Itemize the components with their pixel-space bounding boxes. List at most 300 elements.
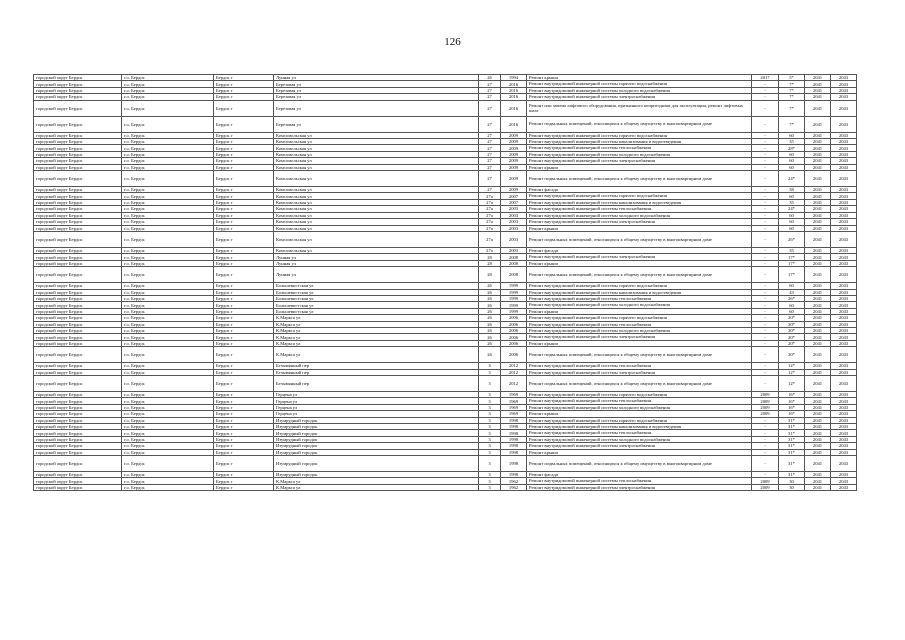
cell-street: К.Маркса ул — [274, 340, 479, 346]
cell-street: К.Маркса ул — [274, 334, 479, 340]
cell-okrug: городской округ Бердск — [34, 392, 122, 398]
cell-wear-value: 60 — [779, 302, 805, 308]
cell-year: 2016 — [501, 116, 527, 132]
cell-place: Бердск г — [214, 171, 274, 187]
cell-work: Ремонт внутридомовой инженерной системы горячего водоснабжения — [527, 315, 752, 321]
cell-place: Бердск г — [214, 231, 274, 247]
cell-okrug: городской округ Бердск — [34, 289, 122, 295]
cell-wear-value: 31* — [779, 436, 805, 442]
cell-street: Изумрудный городок — [274, 472, 479, 478]
cell-plan-start: 2041 — [805, 327, 831, 333]
cell-prev-repair-year: - — [752, 347, 779, 363]
cell-okrug: городской округ Бердск — [34, 171, 122, 187]
cell-year: 2009 — [501, 164, 527, 170]
cell-house: 26 — [479, 321, 501, 327]
cell-street: Изумрудный городок — [274, 424, 479, 430]
cell-plan-start: 2041 — [805, 392, 831, 398]
cell-work: Ремонт фасада — [527, 472, 752, 478]
cell-street: Большевистская ул — [274, 295, 479, 301]
cell-city: г.о. Бердск — [122, 199, 214, 205]
cell-work: Ремонт внутридомовой инженерной системы электроснабжения — [527, 443, 752, 449]
cell-plan-start: 2041 — [805, 398, 831, 404]
cell-work: Ремонт внутридомовой инженерной системы электроснабжения — [527, 369, 752, 375]
cell-prev-repair-year: - — [752, 363, 779, 369]
cell-city: г.о. Бердск — [122, 334, 214, 340]
cell-house: 3 — [479, 472, 501, 478]
cell-plan-end: 2043 — [831, 424, 857, 430]
cell-prev-repair-year: - — [752, 369, 779, 375]
cell-work: Ремонт подвальных помещений, относящихся к общему имуществу в многоквартирном доме — [527, 171, 752, 187]
cell-place: Бердск г — [214, 302, 274, 308]
cell-plan-end: 2043 — [831, 75, 857, 81]
cell-street: Герцена ул — [274, 411, 479, 417]
cell-city: г.о. Бердск — [122, 436, 214, 442]
cell-city: г.о. Бердск — [122, 206, 214, 212]
cell-plan-end: 2043 — [831, 308, 857, 314]
cell-plan-end: 2043 — [831, 327, 857, 333]
cell-wear-value: 26* — [779, 231, 805, 247]
cell-city: г.о. Бердск — [122, 254, 214, 260]
cell-okrug: городской округ Бердск — [34, 164, 122, 170]
cell-plan-end: 2043 — [831, 472, 857, 478]
cell-place: Бердск г — [214, 206, 274, 212]
cell-place: Бердск г — [214, 247, 274, 253]
cell-plan-start: 2041 — [805, 116, 831, 132]
cell-street: Комсомольская ул — [274, 164, 479, 170]
cell-year: 1998 — [501, 430, 527, 436]
cell-wear-value: 5* — [779, 75, 805, 81]
cell-city: г.о. Бердск — [122, 417, 214, 423]
cell-plan-start: 2041 — [805, 376, 831, 392]
cell-street: Большевистская ул — [274, 289, 479, 295]
cell-wear-value: 31* — [779, 430, 805, 436]
cell-work: Ремонт внутридомовой инженерной системы холодного водоснабжения — [527, 302, 752, 308]
cell-street: К.Маркса ул — [274, 315, 479, 321]
cell-plan-start: 2041 — [805, 100, 831, 116]
cell-wear-value: 60 — [779, 225, 805, 231]
cell-plan-end: 2043 — [831, 363, 857, 369]
cell-okrug: городской округ Бердск — [34, 151, 122, 157]
cell-place: Бердск г — [214, 398, 274, 404]
cell-city: г.о. Бердск — [122, 430, 214, 436]
cell-work: Ремонт подвальных помещений, относящихся к общему имуществу в многоквартирном доме — [527, 347, 752, 363]
cell-house: 3 — [479, 443, 501, 449]
cell-prev-repair-year: - — [752, 376, 779, 392]
cell-place: Бердск г — [214, 436, 274, 442]
cell-work: Ремонт крыши — [527, 164, 752, 170]
cell-plan-end: 2043 — [831, 139, 857, 145]
cell-plan-end: 2043 — [831, 376, 857, 392]
cell-wear-value: 60 — [779, 158, 805, 164]
cell-plan-start: 2041 — [805, 302, 831, 308]
cell-plan-start: 2041 — [805, 417, 831, 423]
cell-plan-end: 2043 — [831, 225, 857, 231]
cell-house: 28 — [479, 267, 501, 283]
cell-street: К.Маркса ул — [274, 347, 479, 363]
cell-okrug: городской округ Бердск — [34, 436, 122, 442]
cell-place: Бердск г — [214, 392, 274, 398]
cell-street: Комсомольская ул — [274, 225, 479, 231]
cell-city: г.о. Бердск — [122, 75, 214, 81]
cell-prev-repair-year: - — [752, 164, 779, 170]
cell-place: Бердск г — [214, 145, 274, 151]
cell-plan-start: 2041 — [805, 75, 831, 81]
cell-plan-start: 2041 — [805, 347, 831, 363]
cell-year: 2003 — [501, 247, 527, 253]
cell-year: 2009 — [501, 171, 527, 187]
cell-okrug: городской округ Бердск — [34, 231, 122, 247]
cell-place: Бердск г — [214, 484, 274, 490]
cell-plan-end: 2043 — [831, 283, 857, 289]
cell-plan-end: 2043 — [831, 340, 857, 346]
cell-place: Бердск г — [214, 327, 274, 333]
cell-okrug: городской округ Бердск — [34, 347, 122, 363]
cell-work: Ремонт крыши — [527, 308, 752, 314]
cell-city: г.о. Бердск — [122, 302, 214, 308]
cell-prev-repair-year: - — [752, 231, 779, 247]
cell-house: 3 — [479, 392, 501, 398]
cell-okrug: городской округ Бердск — [34, 449, 122, 455]
cell-plan-start: 2041 — [805, 334, 831, 340]
cell-street: Изумрудный городок — [274, 436, 479, 442]
cell-wear-value: 16* — [779, 398, 805, 404]
cell-place: Бердск г — [214, 87, 274, 93]
cell-wear-value: 7* — [779, 81, 805, 87]
cell-plan-start: 2041 — [805, 212, 831, 218]
cell-prev-repair-year: - — [752, 151, 779, 157]
table-row — [34, 231, 857, 247]
cell-plan-start: 2041 — [805, 151, 831, 157]
cell-plan-end: 2043 — [831, 158, 857, 164]
cell-house: 3 — [479, 430, 501, 436]
cell-street: Лунная ул — [274, 260, 479, 266]
cell-work: Ремонт внутридомовой инженерной системы электроснабжения — [527, 158, 752, 164]
cell-wear-value: 28* — [779, 145, 805, 151]
cell-plan-start: 2041 — [805, 94, 831, 100]
cell-city: г.о. Бердск — [122, 193, 214, 199]
cell-street: Комсомольская ул — [274, 171, 479, 187]
cell-plan-start: 2041 — [805, 171, 831, 187]
cell-prev-repair-year: 2009 — [752, 484, 779, 490]
cell-place: Бердск г — [214, 456, 274, 472]
cell-city: г.о. Бердск — [122, 443, 214, 449]
cell-wear-value: 7* — [779, 87, 805, 93]
cell-plan-start: 2041 — [805, 369, 831, 375]
cell-street: Безымянный пер — [274, 369, 479, 375]
cell-place: Бердск г — [214, 283, 274, 289]
cell-street: Изумрудный городок — [274, 443, 479, 449]
cell-year: 2006 — [501, 347, 527, 363]
cell-street: Изумрудный городок — [274, 449, 479, 455]
cell-street: Комсомольская ул — [274, 212, 479, 218]
cell-wear-value: 35 — [779, 199, 805, 205]
cell-house: 27 — [479, 100, 501, 116]
cell-okrug: городской округ Бердск — [34, 472, 122, 478]
cell-prev-repair-year: - — [752, 87, 779, 93]
cell-city: г.о. Бердск — [122, 321, 214, 327]
cell-place: Бердск г — [214, 187, 274, 193]
cell-wear-value: 7* — [779, 94, 805, 100]
cell-plan-start: 2041 — [805, 308, 831, 314]
cell-plan-end: 2043 — [831, 302, 857, 308]
cell-place: Бердск г — [214, 411, 274, 417]
cell-plan-start: 2041 — [805, 199, 831, 205]
cell-okrug: городской округ Бердск — [34, 340, 122, 346]
cell-plan-end: 2043 — [831, 94, 857, 100]
cell-place: Бердск г — [214, 75, 274, 81]
cell-okrug: городской округ Бердск — [34, 334, 122, 340]
cell-street: К.Маркса ул — [274, 478, 479, 484]
cell-street: К.Маркса ул — [274, 321, 479, 327]
cell-prev-repair-year: - — [752, 81, 779, 87]
cell-plan-end: 2043 — [831, 347, 857, 363]
cell-work: Ремонт фасада — [527, 187, 752, 193]
cell-house: 26 — [479, 347, 501, 363]
cell-city: г.о. Бердск — [122, 139, 214, 145]
cell-year: 2003 — [501, 206, 527, 212]
cell-okrug: городской округ Бердск — [34, 363, 122, 369]
cell-city: г.о. Бердск — [122, 295, 214, 301]
cell-prev-repair-year: 2009 — [752, 392, 779, 398]
cell-work: Ремонт внутридомовой инженерной системы теплоснабжения — [527, 321, 752, 327]
cell-place: Бердск г — [214, 369, 274, 375]
page-number: 126 — [444, 36, 461, 48]
cell-street: Лунная ул — [274, 267, 479, 283]
cell-place: Бердск г — [214, 472, 274, 478]
cell-house: 27 — [479, 132, 501, 138]
cell-okrug: городской округ Бердск — [34, 424, 122, 430]
cell-house: 3 — [479, 456, 501, 472]
cell-work: Ремонт фасада — [527, 247, 752, 253]
cell-street: Изумрудный городок — [274, 430, 479, 436]
cell-house: 3 — [479, 478, 501, 484]
cell-work: Ремонт внутридомовой инженерной системы холодного водоснабжения — [527, 151, 752, 157]
cell-plan-end: 2043 — [831, 392, 857, 398]
table-row — [34, 376, 857, 392]
cell-city: г.о. Бердск — [122, 472, 214, 478]
cell-street: К.Маркса ул — [274, 327, 479, 333]
cell-plan-end: 2043 — [831, 267, 857, 283]
cell-wear-value: 20* — [779, 315, 805, 321]
cell-place: Бердск г — [214, 100, 274, 116]
cell-prev-repair-year: - — [752, 430, 779, 436]
cell-year: 1999 — [501, 295, 527, 301]
cell-work: Ремонт внутридомовой инженерной системы горячего водоснабжения — [527, 283, 752, 289]
cell-place: Бердск г — [214, 376, 274, 392]
cell-work: Ремонт подвальных помещений, относящихся к общему имуществу в многоквартирном доме — [527, 376, 752, 392]
cell-wear-value: 7* — [779, 100, 805, 116]
cell-prev-repair-year: - — [752, 145, 779, 151]
cell-plan-end: 2043 — [831, 398, 857, 404]
cell-house: 26 — [479, 308, 501, 314]
cell-city: г.о. Бердск — [122, 369, 214, 375]
cell-work: Ремонт внутридомовой инженерной системы холодного водоснабжения — [527, 436, 752, 442]
cell-prev-repair-year: - — [752, 132, 779, 138]
cell-year: 2003 — [501, 212, 527, 218]
cell-street: Безымянный пер — [274, 363, 479, 369]
cell-year: 1969 — [501, 392, 527, 398]
cell-work: Ремонт крыши — [527, 340, 752, 346]
cell-prev-repair-year: 2009 — [752, 398, 779, 404]
cell-place: Бердск г — [214, 295, 274, 301]
cell-plan-end: 2043 — [831, 417, 857, 423]
cell-prev-repair-year: - — [752, 327, 779, 333]
cell-prev-repair-year: - — [752, 267, 779, 283]
cell-okrug: городской округ Бердск — [34, 187, 122, 193]
cell-plan-end: 2043 — [831, 321, 857, 327]
cell-prev-repair-year: - — [752, 417, 779, 423]
cell-wear-value: 31* — [779, 456, 805, 472]
cell-okrug: городской округ Бердск — [34, 283, 122, 289]
cell-plan-end: 2043 — [831, 449, 857, 455]
cell-plan-end: 2043 — [831, 87, 857, 93]
cell-wear-value: 31* — [779, 443, 805, 449]
cell-prev-repair-year: - — [752, 308, 779, 314]
cell-year: 2007 — [501, 199, 527, 205]
cell-city: г.о. Бердск — [122, 187, 214, 193]
cell-okrug: городской округ Бердск — [34, 193, 122, 199]
cell-plan-start: 2041 — [805, 225, 831, 231]
cell-city: г.о. Бердск — [122, 212, 214, 218]
cell-wear-value: 16* — [779, 404, 805, 410]
cell-place: Бердск г — [214, 132, 274, 138]
cell-work: Ремонт крыши — [527, 75, 752, 81]
cell-house: 26 — [479, 283, 501, 289]
cell-place: Бердск г — [214, 321, 274, 327]
cell-okrug: городской округ Бердск — [34, 404, 122, 410]
cell-year: 1998 — [501, 417, 527, 423]
cell-street: Герцена ул — [274, 404, 479, 410]
cell-place: Бердск г — [214, 334, 274, 340]
cell-street: Комсомольская ул — [274, 199, 479, 205]
cell-prev-repair-year: 2017 — [752, 75, 779, 81]
cell-wear-value: 17* — [779, 260, 805, 266]
cell-city: г.о. Бердск — [122, 87, 214, 93]
cell-city: г.о. Бердск — [122, 289, 214, 295]
cell-prev-repair-year: - — [752, 158, 779, 164]
cell-okrug: городской округ Бердск — [34, 254, 122, 260]
cell-okrug: городской округ Бердск — [34, 212, 122, 218]
cell-plan-end: 2043 — [831, 151, 857, 157]
cell-work: Ремонт внутридомовой инженерной системы теплоснабжения — [527, 145, 752, 151]
cell-work: Ремонт внутридомовой инженерной системы теплоснабжения — [527, 295, 752, 301]
cell-street: Безымянный пер — [274, 376, 479, 392]
cell-plan-start: 2041 — [805, 81, 831, 87]
cell-work: Ремонт внутридомовой инженерной системы холодного водоснабжения — [527, 327, 752, 333]
cell-plan-end: 2043 — [831, 116, 857, 132]
cell-year: 1999 — [501, 308, 527, 314]
cell-plan-end: 2043 — [831, 219, 857, 225]
cell-place: Бердск г — [214, 363, 274, 369]
cell-year: 2016 — [501, 94, 527, 100]
cell-plan-start: 2041 — [805, 340, 831, 346]
cell-city: г.о. Бердск — [122, 171, 214, 187]
cell-prev-repair-year: - — [752, 315, 779, 321]
cell-plan-start: 2041 — [805, 145, 831, 151]
cell-year: 2008 — [501, 254, 527, 260]
cell-house: 27 — [479, 81, 501, 87]
cell-prev-repair-year: - — [752, 302, 779, 308]
cell-plan-end: 2043 — [831, 484, 857, 490]
cell-city: г.о. Бердск — [122, 392, 214, 398]
cell-wear-value: 60 — [779, 151, 805, 157]
cell-okrug: городской округ Бердск — [34, 81, 122, 87]
cell-place: Бердск г — [214, 430, 274, 436]
cell-wear-value: 31* — [779, 472, 805, 478]
cell-prev-repair-year: - — [752, 340, 779, 346]
cell-house: 27а — [479, 219, 501, 225]
cell-okrug: городской округ Бердск — [34, 417, 122, 423]
cell-plan-start: 2041 — [805, 443, 831, 449]
cell-work: Ремонт внутридомовой инженерной системы канализования и водоотведения — [527, 139, 752, 145]
cell-prev-repair-year: - — [752, 260, 779, 266]
cell-street: Березовая ул — [274, 94, 479, 100]
cell-house: 28 — [479, 260, 501, 266]
cell-wear-value: 60 — [779, 132, 805, 138]
cell-work: Ремонт внутридомовой инженерной системы электроснабжения — [527, 334, 752, 340]
cell-house: 3 — [479, 398, 501, 404]
cell-city: г.о. Бердск — [122, 478, 214, 484]
cell-okrug: городской округ Бердск — [34, 199, 122, 205]
cell-wear-value: 20* — [779, 334, 805, 340]
cell-plan-start: 2041 — [805, 254, 831, 260]
table-row — [34, 456, 857, 472]
cell-street: Большевистская ул — [274, 308, 479, 314]
cell-house: 27а — [479, 231, 501, 247]
cell-work: Ремонт внутридомовой инженерной системы холодного водоснабжения — [527, 404, 752, 410]
cell-year: 2009 — [501, 145, 527, 151]
cell-work: Ремонт внутридомовой инженерной системы канализования и водоотведения — [527, 289, 752, 295]
cell-prev-repair-year: - — [752, 289, 779, 295]
cell-okrug: городской округ Бердск — [34, 75, 122, 81]
cell-city: г.о. Бердск — [122, 404, 214, 410]
cell-wear-value: 20* — [779, 321, 805, 327]
cell-place: Бердск г — [214, 254, 274, 260]
cell-place: Бердск г — [214, 289, 274, 295]
cell-wear-value: 60 — [779, 283, 805, 289]
cell-prev-repair-year: - — [752, 187, 779, 193]
cell-house: 27 — [479, 94, 501, 100]
cell-plan-start: 2041 — [805, 132, 831, 138]
cell-plan-start: 2041 — [805, 164, 831, 170]
cell-plan-start: 2041 — [805, 193, 831, 199]
cell-wear-value: 35 — [779, 139, 805, 145]
cell-okrug: городской округ Бердск — [34, 247, 122, 253]
cell-prev-repair-year: - — [752, 334, 779, 340]
cell-work: Ремонт подвальных помещений, относящихся к общему имуществу в многоквартирном доме — [527, 267, 752, 283]
cell-house: 27а — [479, 225, 501, 231]
cell-place: Бердск г — [214, 199, 274, 205]
cell-okrug: городской округ Бердск — [34, 478, 122, 484]
cell-okrug: городской округ Бердск — [34, 158, 122, 164]
cell-work: Ремонт крыши — [527, 449, 752, 455]
cell-street: Изумрудный городок — [274, 417, 479, 423]
cell-street: Березовая ул — [274, 81, 479, 87]
cell-place: Бердск г — [214, 315, 274, 321]
cell-year: 2016 — [501, 100, 527, 116]
cell-house: 3 — [479, 484, 501, 490]
cell-street: Герцена ул — [274, 392, 479, 398]
cell-work: Ремонт внутридомовой инженерной системы канализования и водоотведения — [527, 424, 752, 430]
cell-house: 27 — [479, 187, 501, 193]
cell-plan-end: 2043 — [831, 212, 857, 218]
cell-work: Ремонт внутридомовой инженерной системы теплоснабжения — [527, 206, 752, 212]
cell-okrug: городской округ Бердск — [34, 132, 122, 138]
cell-okrug: городской округ Бердск — [34, 376, 122, 392]
cell-year: 2016 — [501, 87, 527, 93]
cell-plan-start: 2041 — [805, 411, 831, 417]
cell-street: Комсомольская ул — [274, 193, 479, 199]
